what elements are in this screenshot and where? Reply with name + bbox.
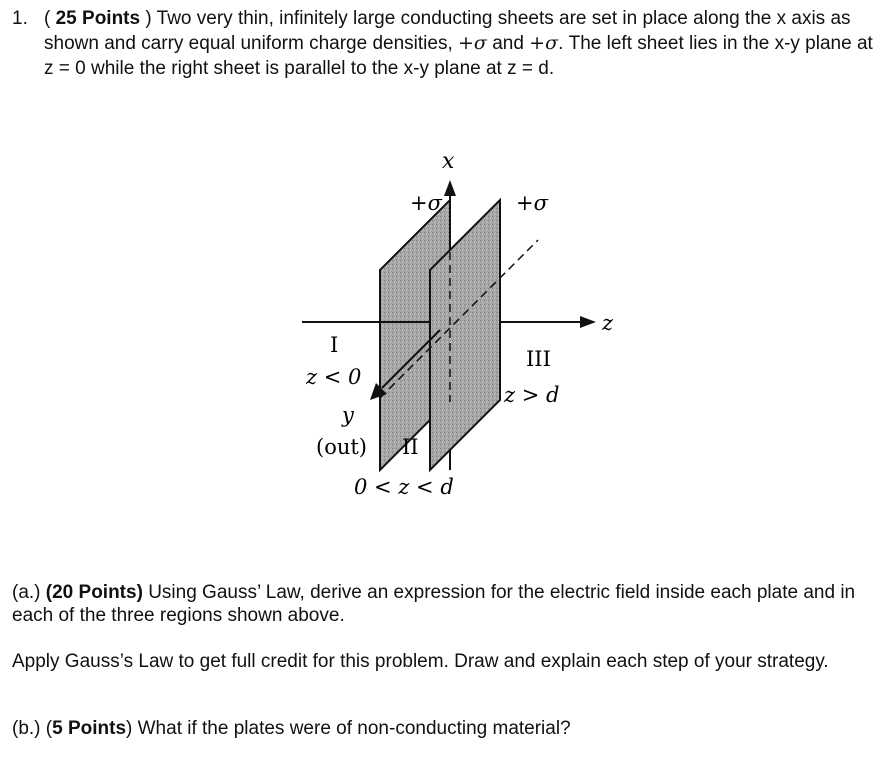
part-a xyxy=(12,581,878,627)
part-b-close-paren: ) xyxy=(126,718,133,739)
part-b-label: (b.) xyxy=(12,718,41,739)
region-3-name: III xyxy=(526,347,551,371)
instruction-text: Apply Gauss’s Law to get full credit for this problem. Draw and explain each step of your strategy. xyxy=(12,651,829,672)
problem-text-1: Two very thin, infinitely large conducting sheets are set in place along the x axis as shown and carry equal uniform charge densities, xyxy=(44,8,851,54)
problem-statement xyxy=(12,6,878,81)
z-axis-arrowhead xyxy=(580,316,596,328)
sigma-symbol-1: +σ xyxy=(458,32,487,54)
region-1-range: z < 0 xyxy=(306,365,362,389)
region-3-range: z > d xyxy=(504,383,560,407)
part-b-text: What if the plates were of non-conducting material? xyxy=(137,718,571,739)
x-axis-arrowhead xyxy=(444,180,456,196)
left-sheet-charge: +σ xyxy=(410,191,442,215)
problem-text-and: and xyxy=(492,33,524,54)
x-axis-label: x xyxy=(442,150,455,174)
sigma-symbol-2: +σ xyxy=(529,32,559,54)
region-2-range: 0 < z < d xyxy=(354,475,454,499)
right-sheet-charge: +σ xyxy=(516,191,548,215)
region-2-name: II xyxy=(402,435,419,459)
problem-text-2: . The left sheet lies in the x-y plane at z = 0 while the right sheet is parallel to the x-y plane at z = d. xyxy=(44,33,873,79)
problem-body xyxy=(44,6,878,81)
part-b xyxy=(12,717,878,740)
problem-number: 1. xyxy=(12,8,28,29)
part-a-label: (a.) xyxy=(12,582,41,603)
problem-points: 25 Points xyxy=(55,8,141,29)
part-a-points: (20 Points) xyxy=(45,582,143,603)
points-open-paren: ( xyxy=(44,8,51,29)
charged-sheets-figure xyxy=(290,150,630,510)
region-1-name: I xyxy=(330,333,339,357)
points-close-paren: ) xyxy=(145,8,152,29)
part-b-points: 5 Points xyxy=(52,718,127,739)
y-axis-label: y xyxy=(342,403,354,427)
instruction xyxy=(12,650,878,673)
z-axis-label: z xyxy=(602,311,614,335)
part-b-open-paren: ( xyxy=(45,718,53,739)
part-a-text: Using Gauss’ Law, derive an expression for the electric field inside each plate and in each of the three regions shown above. xyxy=(12,582,856,626)
y-direction-note: (out) xyxy=(316,435,367,459)
figure-svg xyxy=(290,150,630,510)
